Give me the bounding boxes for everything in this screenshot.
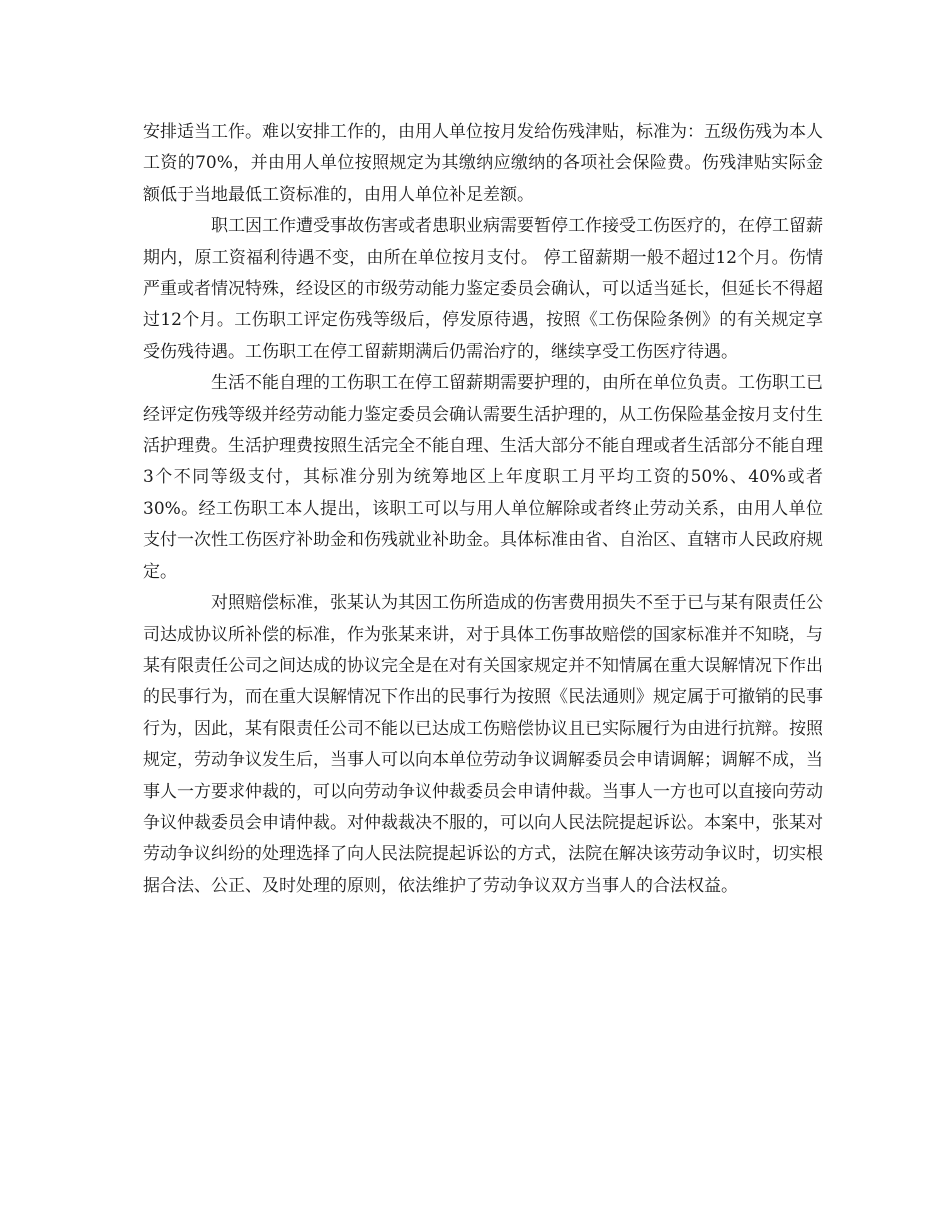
paragraph-4: 对照赔偿标准，张某认为其因工伤所造成的伤害费用损失不至于已与某有限责任公司达成协议所补偿的标准，作为张某来讲，对于具体工伤事故赔偿的国家标准并不知晓，与某有限责任公司之间达成的协议完全是在对有关国家规定并不知情属在重大误解情况下作出的民事行为，而在重大误解情况下作出的民事行为按照《民法通则》规定属于可撤销的民事行为，因此，某有限责任公司不能以已达成工伤赔偿协议且已实际履行为由进行抗辩。按照规定，劳动争议发生后，当事人可以向本单位劳动争议调解委员会申请调解；调解不成，当事人一方要求仲裁的，可以向劳动争议仲裁委员会申请仲裁。当事人一方也可以直接向劳动争议仲裁委员会申请仲裁。对仲裁裁决不服的，可以向人民法院提起诉讼。本案中，张某对劳动争议纠纷的处理选择了向人民法院提起诉讼的方式，法院在解决该劳动争议时，切实根据合法、公正、及时处理的原则，依法维护了劳动争议双方当事人的合法权益。	[143, 593, 823, 896]
document-body	[143, 117, 823, 902]
paragraph-3: 生活不能自理的工伤职工在停工留薪期需要护理的，由所在单位负责。工伤职工已经评定伤残等级并经劳动能力鉴定委员会确认需要生活护理的，从工伤保险基金按月支付生活护理费。生活护理费按照生活完全不能自理、生活大部分不能自理或者生活部分不能自理3个不同等级支付，其标准分别为统筹地区上年度职工月平均工资的50%、40%或者30%。经工伤职工本人提出，该职工可以与用人单位解除或者终止劳动关系，由用人单位支付一次性工伤医疗补助金和伤残就业补助金。具体标准由省、自治区、直辖市人民政府规定。	[143, 373, 823, 582]
paragraph-2: 职工因工作遭受事故伤害或者患职业病需要暂停工作接受工伤医疗的，在停工留薪期内，原工资福利待遇不变，由所在单位按月支付。 停工留薪期一般不超过12个月。伤情严重或者情况特殊，经设区的市级劳动能力鉴定委员会确认，可以适当延长，但延长不得超过12个月。工伤职工评定伤残等级后，停发原待遇，按照《工伤保险条例》的有关规定享受伤残待遇。工伤职工在停工留薪期满后仍需治疗的，继续享受工伤医疗待遇。	[143, 216, 823, 362]
paragraph-1: 安排适当工作。难以安排工作的，由用人单位按月发给伤残津贴，标准为：五级伤残为本人工资的70%，并由用人单位按照规定为其缴纳应缴纳的各项社会保险费。伤残津贴实际金额低于当地最低工资标准的，由用人单位补足差额。	[143, 122, 823, 205]
